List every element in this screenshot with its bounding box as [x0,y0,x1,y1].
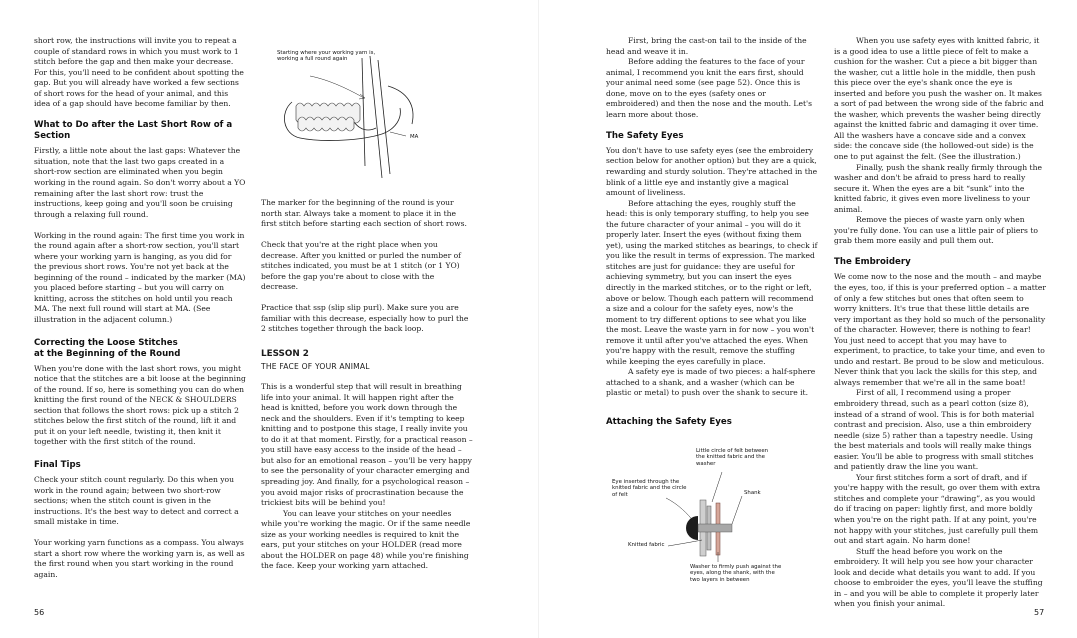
paragraph: First, bring the cast-on tail to the inside of the head and weave it in. [606,36,807,56]
lesson-subtitle: THE FACE OF YOUR ANIMAL [261,361,370,371]
paragraph: Before attaching the eyes, roughly stuff the head: this is only temporary stuffing, to help you see the future character of your animal – you will do it properly later. Insert the eyes (without fixing them yet), using the marked stitches as bearings, to check if you like the result in terms of expression. The marked stitches are just for guidance: they are useful for achieving symmetry, but you can insert the eyes directly in the marked stitches, or to the right or left, above or below. Though each pattern will recommend a size and a colour for the safety eyes, now's the moment to try different options to see what you like the most. Leave the waste yarn in for now – you won't remove it until after you've attached the eyes. When you're happy with the result, remove the stuffing while keeping the eyes carefully in place. [606,198,818,366]
paragraph: We come now to the nose and the mouth – and maybe the eyes, too, if this is your preferred option – a matter of only a few stitches but ones that often seem to worry knitters. It's true that these little details are very important as they hold so much of the personality of the character. However, there is nothing to fear! You just need to accept that you may have to experiment, to practice, to take your time, and even to undo and restart. Be proud to be slow and meticulous. Never think that you lack the skills for this step, and always remember that we're all in the same boat! [834,272,1046,387]
page-gutter [538,0,539,638]
paragraph: When you use safety eyes with knitted fabric, it is a good idea to use a little piece of felt to make a cushion for the washer. Cut a piece a bit bigger than the washer, cut a little hole in the middle, then push this piece over the eye's shank once the eye is inserted and before you push the washer on. It makes a sort of pad between the wrong side of the fabric and the washer, which prevents the washer being directly against the knitted fabric and damaging it over time. All the washers have a concave side and a convex side: the concave side (the hollowed-out side) is the one to put against the felt. (See the illustration.) [834,36,1044,162]
paragraph: You can leave your stitches on your needles while you're working the magic. Or if the same needle size as your working needles is required to knit the ears, put your stitches on your HOLDER (read more about the HOLDER on page 48) while you're finishing the face. Keep your working yarn attached. [261,508,471,571]
paragraph: A safety eye is made of two pieces: a half-sphere attached to a shank, and a washer (which can be plastic or metal) to push over the shank to secure it. [606,367,816,398]
safety-eye-drawing [606,448,818,594]
left-page-column-2 [261,198,473,582]
figure-caption: Starting where your working yarn is, working a full round again [277,50,376,63]
paragraph: Finally, push the shank really firmly through the washer and don't be afraid to press hard to really secure it. When the eyes are a bit “sunk” into the knitted fabric, it gives even more liveliness to your animal. [834,162,1042,214]
paragraph: Your working yarn functions as a compass. You always start a short row where the working yarn is, as well as the first round when you start working in the round again. [34,538,245,579]
paragraph: Your first stitches form a sort of draft, and if you're happy with the result, go over them with extra stitches and complete your “drawing”, as you would do if tracing on paper: lightly first, and more boldly when you're on the right path. If at any point, you're not happy with your stitches, just carefully pull them out and start again. No harm done! [834,472,1041,546]
washer-label: Washer to firmly push against the eyes, along the shank, with the two layers in between [690,564,782,583]
needles-and-stitches-drawing [270,46,450,186]
section-heading [34,338,246,360]
paragraph: Working in the round again: The first time you work in the round again after a short-row section, you'll start where your working yarn is hanging, as you did for the previous short rows. You're not yet back at the beginning of the round – indicated by the marker (MA) you placed before starting – but you will carry on knitting, across the stitches on hold until you reach MA. The next full round will start at MA. (See illustration in the adjacent column.) [34,230,246,325]
marker-label: MA [410,134,419,140]
paragraph: Firstly, a little note about the last gaps: Whatever the situation, note that the last two gaps created in a short-row section are eliminated when you begin working in the round again. So don't worry about a YO remaining after the last short row: trust the instructions, keep going and you'll soon be cruising through a relaxing full round. [34,146,246,219]
shank-label: Shank [744,490,761,496]
right-page-column-1 [606,36,818,432]
knitting-round-illustration [270,46,450,186]
right-page-column-2 [834,36,1046,610]
paragraph: Check that you're at the right place when you decrease. After you knitted or purled the number of stitches indicated, you must be at 1 stitch (or 1 YO) before the gap you're about to close with the decrease. [261,240,461,292]
paragraph: Before adding the features to the face of your animal, I recommend you knit the ears first, should your animal need some (see page 52). Once this is done, move on to the eyes (safety ones or embroidered) and then the nose and the mouth. Let's learn more about those. [606,57,813,119]
eye-label: Eye inserted through the knitted fabric and the circle of felt [612,479,687,498]
section-heading: Final Tips [34,459,81,470]
lesson-heading: LESSON 2 [261,349,309,360]
page-number-left: 56 [34,608,45,617]
paragraph: Stuff the head before you work on the embroidery. It will help you see how your character look and decide what details you want to add. If you choose to embroider the eyes, you'll leave the stuffing in – and you will be able to complete it properly later when you finish your animal. [834,546,1043,609]
section-heading: The Embroidery [834,257,911,268]
paragraph: When you're done with the last short rows, you might notice that the stitches are a bit loose at the beginning of the round. If so, here is something you can do when knitting the first round of the NECK & SHOULDERS section that follows the short rows: pick up a stitch 2 stitches below the first stitch of the round, lift it and put it on your left needle, twisting it, then knit it together with the first stitch of the round. [34,363,246,447]
paragraph: This is a wonderful step that will result in breathing life into your animal. It will happen right after the head is knitted, before you work down through the neck and the shoulders. Even if it's tempting to keep knitting and to postpone this stage, I really invite you to do it at that moment. Firstly, for a practical reason – you still have easy access to the inside of the head – but also for an emotional reason – you'll be very happy to see the personality of your character emerging and spreading joy. And finally, for a psychological reason – you avoid major risks of procrastination because the trickiest bits will be behind you! [261,382,473,508]
section-heading: The Safety Eyes [606,130,684,141]
felt-circle-label: Little circle of felt between the knitted fabric and the washer [696,448,769,467]
paragraph: Practice that ssp (slip slip purl). Make sure you are familiar with this decrease, especially how to purl the 2 stitches together through the back loop. [261,303,469,334]
heading-line: Correcting the Loose Stitches [34,337,178,348]
knitted-fabric-label: Knitted fabric [628,542,665,548]
heading-line: at the Beginning of the Round [34,348,181,359]
section-heading: What to Do after the Last Short Row of a Section [34,120,233,142]
left-page-column-1 [34,36,246,591]
section-heading: Attaching the Safety Eyes [606,417,732,427]
paragraph: You don't have to use safety eyes (see the embroidery section below for another option) but they are a quick, rewarding and sturdy solution. They're attached in the blink of a little eye and instantly give a magical amount of liveliness. [606,145,818,198]
paragraph: The marker for the beginning of the round is your north star. Always take a moment to place it in the first stitch before starting each section of short rows. [261,198,467,229]
page-number-right: 57 [1034,608,1045,617]
safety-eye-illustration [606,448,818,594]
paragraph: Check your stitch count regularly. Do this when you work in the round again; between two short-row sections; when the stitch count is given in the instructions. It's the best way to detect and correct a small mistake in time. [34,474,239,527]
paragraph: Remove the pieces of waste yarn only when you're fully done. You can use a little pair of pliers to grab them more easily and pull them out. [834,215,1038,246]
paragraph: short row, the instructions will invite you to repeat a couple of standard rows in which you must work to 1 stitch before the gap and then make your decrease. For this, you'll need to be confident about spotting the gap. But you will already have worked a few sections of short rows for the head of your animal, and this idea of a gap should have become familiar by then. [34,36,244,109]
paragraph: First of all, I recommend using a proper embroidery thread, such as a pearl cotton (size 8), instead of a strand of wool. This is for both material contrast and precision. Also, use a thin embroidery needle (size 5) rather than a tapestry needle. Using the best materials and tools will really make things easier. You'll be able to progress with small stitches and patiently draw the line you want. [834,388,1035,472]
